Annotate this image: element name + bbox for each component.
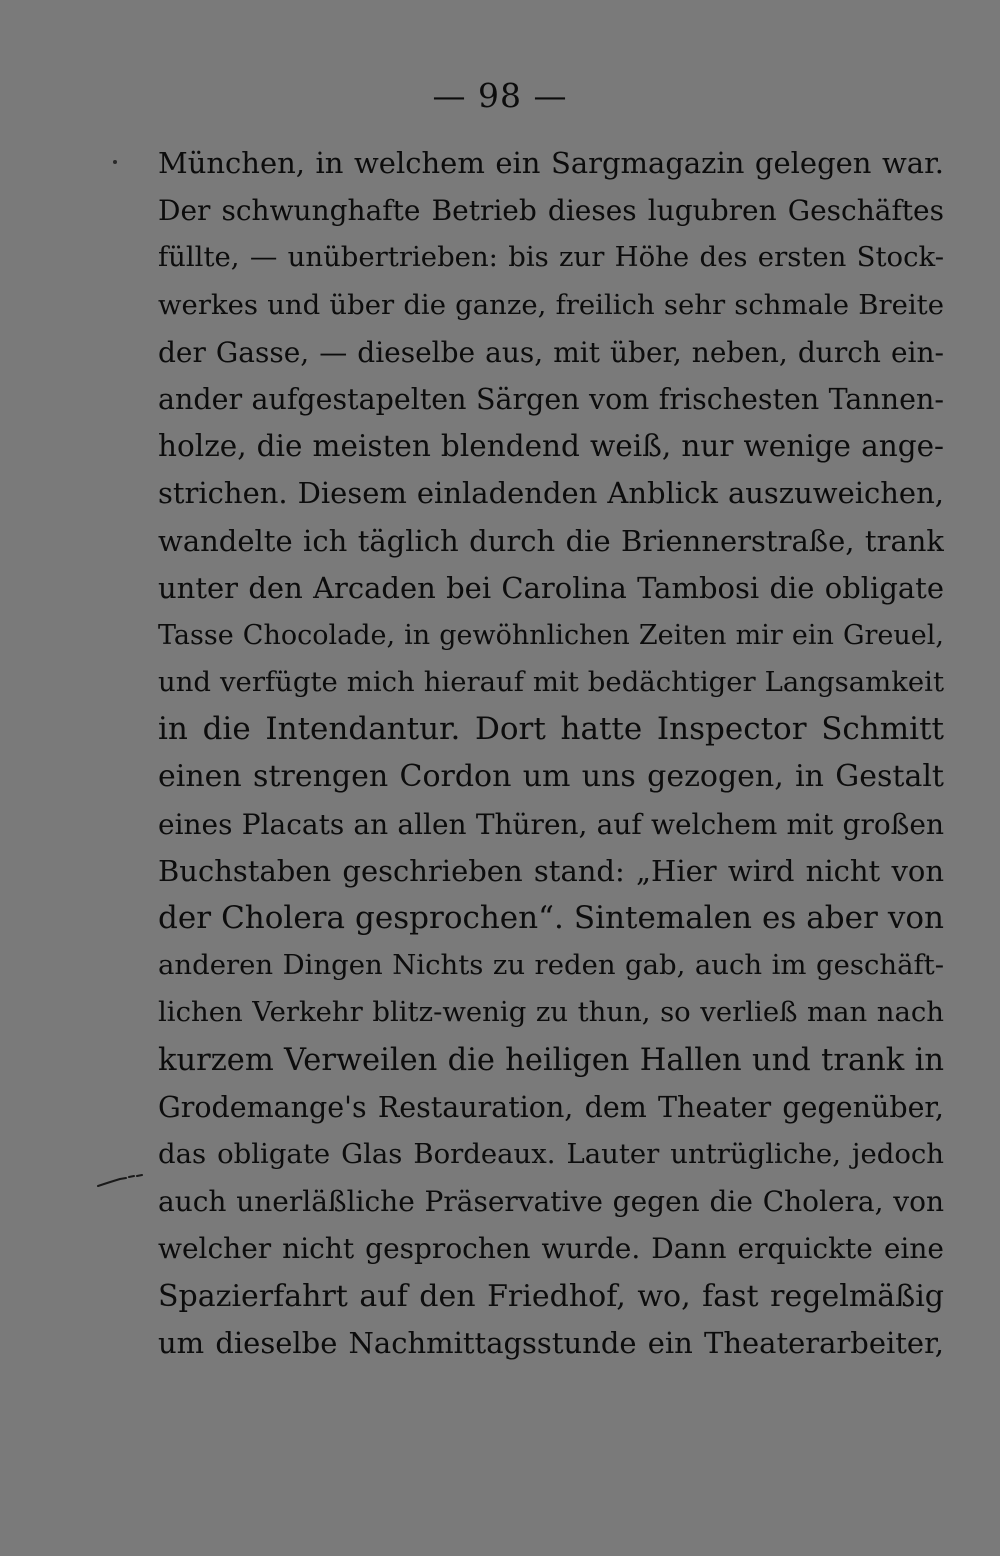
text-line: lichen Verkehr blitz-wenig zu thun, so verließ man nach xyxy=(158,996,944,1029)
text-line: der Cholera gesprochen“. Sintemalen es aber von xyxy=(158,900,944,936)
text-line: holze, die meisten blendend weiß, nur wenige ange- xyxy=(158,429,944,464)
body-text xyxy=(158,140,944,1367)
text-line: füllte, — unübertrieben: bis zur Höhe des ersten Stock- xyxy=(158,241,944,274)
text-line: werkes und über die ganze, freilich sehr schmale Breite xyxy=(158,288,944,321)
text-line: Spazierfahrt auf den Friedhof, wo, fast regelmäßig xyxy=(158,1278,944,1314)
text-line: anderen Dingen Nichts zu reden gab, auch im geschäft- xyxy=(158,949,944,982)
text-line: einen strengen Cordon um uns gezogen, in Gestalt xyxy=(158,759,944,795)
text-line: und verfügte mich hierauf mit bedächtiger Langsamkeit xyxy=(158,666,944,699)
text-line: in die Intendantur. Dort hatte Inspector Schmitt xyxy=(158,711,944,748)
text-line: Buchstaben geschrieben stand: „Hier wird nicht von xyxy=(158,853,944,888)
text-line: München, in welchem ein Sargmagazin gelegen war. xyxy=(158,146,944,180)
text-line: Grodemange's Restauration, dem Theater gegenüber, xyxy=(158,1090,944,1124)
text-line: Tasse Chocolade, in gewöhnlichen Zeiten mir ein Greuel, xyxy=(158,619,944,651)
text-line: unter den Arcaden bei Carolina Tambosi die obligate xyxy=(158,570,944,605)
text-line: kurzem Verweilen die heiligen Hallen und trank in xyxy=(158,1042,944,1078)
text-line: das obligate Glas Bordeaux. Lauter untrügliche, jedoch xyxy=(158,1137,944,1170)
text-line: Der schwunghafte Betrieb dieses lugubren Geschäftes xyxy=(158,194,944,228)
text-line: welcher nicht gesprochen wurde. Dann erquickte eine xyxy=(158,1232,944,1266)
margin-dot-mark xyxy=(113,160,117,164)
page-number: — 98 — xyxy=(432,76,568,115)
text-line: auch unerläßliche Präservative gegen die Cholera, von xyxy=(158,1185,944,1219)
margin-pencil-mark xyxy=(96,1170,146,1190)
text-line: um dieselbe Nachmittagsstunde ein Theaterarbeiter, xyxy=(158,1325,944,1360)
text-line: der Gasse, — dieselbe aus, mit über, neben, durch ein- xyxy=(158,335,944,369)
text-line: eines Placats an allen Thüren, auf welchem mit großen xyxy=(158,807,944,841)
text-line: ander aufgestapelten Särgen vom frischesten Tannen- xyxy=(158,382,944,416)
text-line: wandelte ich täglich durch die Briennerstraße, trank xyxy=(158,523,944,558)
text-line: strichen. Diesem einladenden Anblick auszuweichen, xyxy=(158,476,944,511)
